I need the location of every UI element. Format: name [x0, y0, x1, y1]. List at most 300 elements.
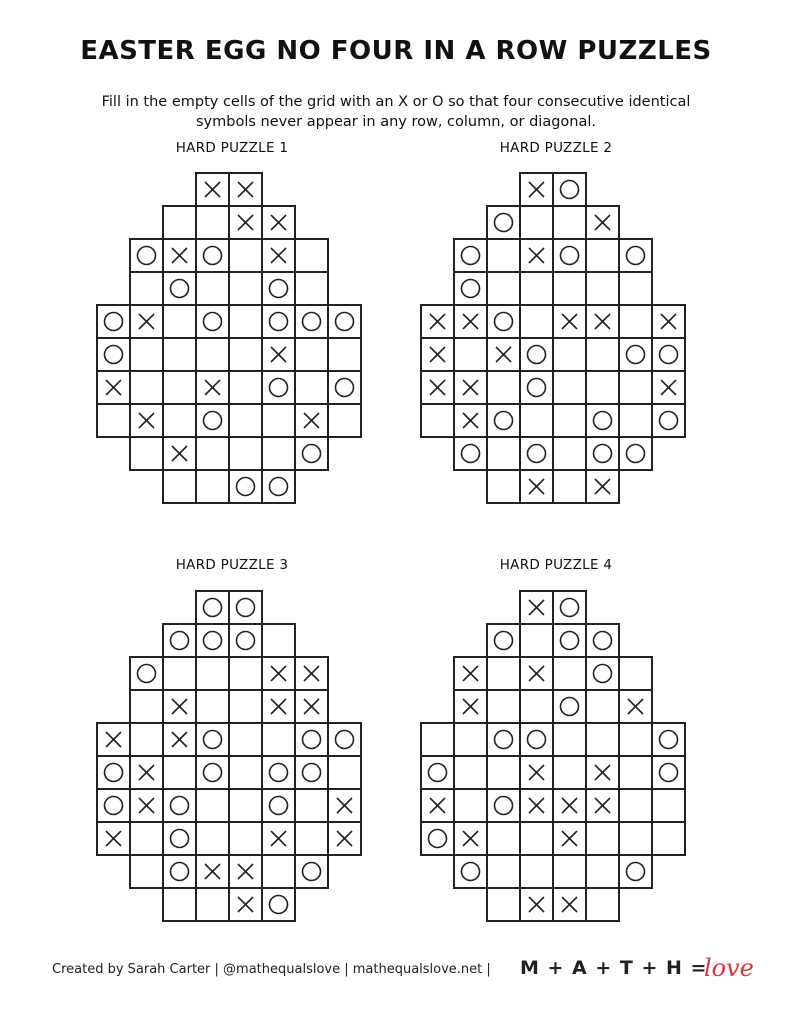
x-mark-icon — [228, 854, 263, 889]
puzzle-cell[interactable] — [486, 689, 521, 724]
puzzle-cell[interactable] — [618, 656, 653, 691]
puzzle-cell[interactable] — [585, 821, 620, 856]
puzzle-cell[interactable] — [228, 722, 263, 757]
puzzle-cell[interactable] — [327, 755, 362, 790]
puzzle-cell[interactable] — [228, 271, 263, 306]
puzzle-cell[interactable] — [519, 887, 554, 922]
puzzle-cell[interactable] — [162, 238, 197, 273]
puzzle-cell[interactable] — [618, 304, 653, 339]
puzzle-cell[interactable] — [228, 403, 263, 438]
puzzle-cell[interactable] — [486, 403, 521, 438]
puzzle-cell[interactable] — [585, 722, 620, 757]
o-mark-icon — [195, 304, 230, 339]
puzzle-cell[interactable] — [294, 755, 329, 790]
puzzle-cell[interactable] — [519, 304, 554, 339]
puzzle-cell[interactable] — [585, 271, 620, 306]
puzzle-cell[interactable] — [552, 205, 587, 240]
puzzle-cell[interactable] — [486, 469, 521, 504]
puzzle-cell[interactable] — [129, 436, 164, 471]
puzzle-cell[interactable] — [195, 337, 230, 372]
puzzle-cell[interactable] — [453, 403, 488, 438]
puzzle-cell[interactable] — [195, 821, 230, 856]
footer-brand-logo: M + A + T + H = — [520, 957, 708, 979]
puzzle-cell[interactable] — [552, 304, 587, 339]
page-title: EASTER EGG NO FOUR IN A ROW PUZZLES — [80, 36, 712, 66]
puzzle-cell[interactable] — [228, 887, 263, 922]
puzzle-cell[interactable] — [651, 722, 686, 757]
puzzle-cell[interactable] — [552, 337, 587, 372]
puzzle-cell[interactable] — [129, 304, 164, 339]
puzzle-cell[interactable] — [486, 623, 521, 658]
puzzle-cell[interactable] — [228, 788, 263, 823]
puzzle-cell[interactable] — [228, 370, 263, 405]
puzzle-cell[interactable] — [162, 370, 197, 405]
x-mark-icon — [519, 590, 554, 625]
puzzle-cell[interactable] — [162, 436, 197, 471]
puzzle-cell[interactable] — [552, 436, 587, 471]
puzzle-cell[interactable] — [261, 238, 296, 273]
x-mark-icon — [261, 238, 296, 273]
puzzle-cell[interactable] — [162, 403, 197, 438]
puzzle-cell[interactable] — [129, 656, 164, 691]
puzzle-cell[interactable] — [486, 788, 521, 823]
o-mark-icon — [486, 623, 521, 658]
o-mark-icon — [486, 403, 521, 438]
puzzle-cell[interactable] — [294, 403, 329, 438]
puzzle-cell[interactable] — [294, 656, 329, 691]
puzzle-cell[interactable] — [195, 403, 230, 438]
puzzle-cell[interactable] — [261, 755, 296, 790]
puzzle-cell[interactable] — [294, 722, 329, 757]
puzzle-cell[interactable] — [261, 623, 296, 658]
puzzle-cell[interactable] — [228, 172, 263, 207]
puzzle-cell[interactable] — [420, 337, 455, 372]
puzzle-cell[interactable] — [261, 436, 296, 471]
puzzle-cell[interactable] — [585, 623, 620, 658]
x-mark-icon — [420, 337, 455, 372]
puzzle-cell[interactable] — [519, 590, 554, 625]
puzzle-cell[interactable] — [519, 821, 554, 856]
puzzle-cell[interactable] — [618, 370, 653, 405]
puzzle-cell[interactable] — [420, 722, 455, 757]
puzzle-cell[interactable] — [486, 821, 521, 856]
puzzle-cell[interactable] — [552, 172, 587, 207]
puzzle-cell[interactable] — [261, 689, 296, 724]
puzzle-cell[interactable] — [552, 623, 587, 658]
o-mark-icon — [228, 469, 263, 504]
puzzle-cell[interactable] — [195, 469, 230, 504]
puzzle-cell[interactable] — [327, 788, 362, 823]
puzzle-cell[interactable] — [552, 238, 587, 273]
puzzle-cell[interactable] — [486, 755, 521, 790]
puzzle-cell[interactable] — [618, 755, 653, 790]
puzzle-cell[interactable] — [519, 172, 554, 207]
o-mark-icon — [519, 370, 554, 405]
puzzle-cell[interactable] — [162, 755, 197, 790]
o-mark-icon — [129, 238, 164, 273]
puzzle-cell[interactable] — [585, 689, 620, 724]
puzzle-cell[interactable] — [453, 304, 488, 339]
puzzle-cell[interactable] — [453, 656, 488, 691]
puzzle-cell[interactable] — [129, 689, 164, 724]
x-mark-icon — [129, 755, 164, 790]
puzzle-cell[interactable] — [453, 854, 488, 889]
puzzle-cell[interactable] — [261, 370, 296, 405]
puzzle-cell[interactable] — [585, 403, 620, 438]
puzzle-cell[interactable] — [294, 238, 329, 273]
puzzle-cell[interactable] — [261, 403, 296, 438]
puzzle-cell[interactable] — [294, 689, 329, 724]
puzzle-cell[interactable] — [261, 722, 296, 757]
puzzle-cell[interactable] — [261, 887, 296, 922]
o-mark-icon — [261, 469, 296, 504]
puzzle-cell[interactable] — [486, 337, 521, 372]
puzzle-cell[interactable] — [162, 469, 197, 504]
puzzle-cell[interactable] — [453, 755, 488, 790]
puzzle-cell[interactable] — [261, 854, 296, 889]
puzzle-cell[interactable] — [420, 821, 455, 856]
puzzle-cell[interactable] — [486, 271, 521, 306]
puzzle-cell[interactable] — [618, 722, 653, 757]
puzzle-cell[interactable] — [261, 271, 296, 306]
puzzle-cell[interactable] — [453, 370, 488, 405]
puzzle-cell[interactable] — [519, 623, 554, 658]
puzzle-cell[interactable] — [228, 623, 263, 658]
puzzle-cell[interactable] — [486, 722, 521, 757]
x-mark-icon — [552, 304, 587, 339]
x-mark-icon — [294, 656, 329, 691]
puzzle-cell[interactable] — [294, 370, 329, 405]
puzzle-cell[interactable] — [162, 337, 197, 372]
puzzle-cell[interactable] — [228, 689, 263, 724]
puzzle-cell[interactable] — [129, 370, 164, 405]
puzzle-cell[interactable] — [552, 271, 587, 306]
footer-credit: Created by Sarah Carter | @mathequalslove | mathequalslove.net | — [52, 962, 491, 977]
puzzle-cell[interactable] — [96, 821, 131, 856]
puzzle-cell[interactable] — [261, 656, 296, 691]
puzzle-cell[interactable] — [162, 205, 197, 240]
puzzle-cell[interactable] — [552, 854, 587, 889]
x-mark-icon — [651, 304, 686, 339]
puzzle-cell[interactable] — [195, 205, 230, 240]
puzzle-cell[interactable] — [162, 689, 197, 724]
puzzle-cell[interactable] — [519, 755, 554, 790]
puzzle-cell[interactable] — [486, 304, 521, 339]
puzzle-cell[interactable] — [294, 854, 329, 889]
puzzle-cell[interactable] — [195, 854, 230, 889]
o-mark-icon — [552, 689, 587, 724]
puzzle-cell[interactable] — [519, 205, 554, 240]
o-mark-icon — [294, 436, 329, 471]
puzzle-cell[interactable] — [195, 238, 230, 273]
puzzle-cell[interactable] — [129, 854, 164, 889]
puzzle-cell[interactable] — [162, 788, 197, 823]
puzzle-cell[interactable] — [519, 370, 554, 405]
puzzle-cell[interactable] — [129, 788, 164, 823]
puzzle-cell[interactable] — [261, 304, 296, 339]
puzzle-cell[interactable] — [585, 656, 620, 691]
puzzle-cell[interactable] — [585, 854, 620, 889]
puzzle-cell[interactable] — [552, 469, 587, 504]
puzzle-cell[interactable] — [294, 821, 329, 856]
x-mark-icon — [261, 656, 296, 691]
puzzle-cell[interactable] — [96, 788, 131, 823]
puzzle-cell[interactable] — [327, 722, 362, 757]
o-mark-icon — [162, 271, 197, 306]
o-mark-icon — [618, 436, 653, 471]
puzzle-cell[interactable] — [552, 755, 587, 790]
x-mark-icon — [519, 172, 554, 207]
puzzle-cell[interactable] — [195, 887, 230, 922]
puzzle-cell[interactable] — [228, 656, 263, 691]
puzzle-cell[interactable] — [129, 821, 164, 856]
puzzle-cell[interactable] — [96, 722, 131, 757]
puzzle-cell[interactable] — [453, 337, 488, 372]
puzzle-cell[interactable] — [129, 403, 164, 438]
puzzle-cell[interactable] — [261, 337, 296, 372]
puzzle-cell[interactable] — [420, 755, 455, 790]
puzzle-cell[interactable] — [129, 722, 164, 757]
puzzle-cell[interactable] — [618, 271, 653, 306]
puzzle-cell[interactable] — [195, 370, 230, 405]
puzzle-cell[interactable] — [585, 436, 620, 471]
puzzle-cell[interactable] — [420, 304, 455, 339]
puzzle-cell[interactable] — [651, 821, 686, 856]
puzzle-cell[interactable] — [195, 590, 230, 625]
puzzle-cell[interactable] — [585, 370, 620, 405]
o-mark-icon — [228, 623, 263, 658]
puzzle-cell[interactable] — [651, 337, 686, 372]
puzzle-cell[interactable] — [129, 238, 164, 273]
puzzle-cell[interactable] — [552, 590, 587, 625]
puzzle-cell[interactable] — [618, 337, 653, 372]
x-mark-icon — [585, 205, 620, 240]
puzzle-cell[interactable] — [651, 755, 686, 790]
puzzle-cell[interactable] — [585, 788, 620, 823]
puzzle-cell[interactable] — [195, 788, 230, 823]
x-mark-icon — [195, 854, 230, 889]
puzzle-cell[interactable] — [552, 821, 587, 856]
puzzle-cell[interactable] — [96, 370, 131, 405]
puzzle-cell[interactable] — [618, 238, 653, 273]
puzzle-cell[interactable] — [327, 337, 362, 372]
puzzle-cell[interactable] — [519, 854, 554, 889]
puzzle-cell[interactable] — [96, 403, 131, 438]
puzzle-cell[interactable] — [228, 337, 263, 372]
puzzle-cell[interactable] — [294, 788, 329, 823]
puzzle-cell[interactable] — [585, 887, 620, 922]
puzzle-cell[interactable] — [261, 821, 296, 856]
puzzle-cell[interactable] — [552, 722, 587, 757]
puzzle-cell[interactable] — [618, 821, 653, 856]
puzzle-cell[interactable] — [162, 271, 197, 306]
x-mark-icon — [129, 403, 164, 438]
puzzle-cell[interactable] — [618, 403, 653, 438]
o-mark-icon — [486, 205, 521, 240]
puzzle-cell[interactable] — [453, 238, 488, 273]
puzzle-cell[interactable] — [519, 337, 554, 372]
puzzle-cell[interactable] — [96, 337, 131, 372]
puzzle-cell[interactable] — [420, 788, 455, 823]
puzzle-cell[interactable] — [552, 887, 587, 922]
puzzle-cell[interactable] — [618, 436, 653, 471]
puzzle-cell[interactable] — [651, 403, 686, 438]
x-mark-icon — [519, 656, 554, 691]
o-mark-icon — [618, 238, 653, 273]
o-mark-icon — [651, 755, 686, 790]
puzzle-cell[interactable] — [552, 656, 587, 691]
puzzle-cell[interactable] — [453, 788, 488, 823]
puzzle-cell[interactable] — [162, 656, 197, 691]
o-mark-icon — [195, 755, 230, 790]
puzzle-cell[interactable] — [552, 403, 587, 438]
puzzle-cell[interactable] — [420, 403, 455, 438]
x-mark-icon — [162, 722, 197, 757]
puzzle-cell[interactable] — [585, 238, 620, 273]
puzzle-cell[interactable] — [327, 370, 362, 405]
o-mark-icon — [651, 337, 686, 372]
puzzle-cell[interactable] — [486, 436, 521, 471]
puzzle-cell[interactable] — [618, 788, 653, 823]
puzzle-cell[interactable] — [228, 590, 263, 625]
puzzle-cell[interactable] — [327, 304, 362, 339]
puzzle-cell[interactable] — [453, 436, 488, 471]
puzzle-cell[interactable] — [453, 271, 488, 306]
puzzle-cell[interactable] — [129, 337, 164, 372]
puzzle-cell[interactable] — [195, 722, 230, 757]
puzzle-cell[interactable] — [585, 755, 620, 790]
x-mark-icon — [327, 788, 362, 823]
puzzle-cell[interactable] — [552, 370, 587, 405]
puzzle-cell[interactable] — [261, 205, 296, 240]
puzzle-cell[interactable] — [96, 755, 131, 790]
puzzle-cell[interactable] — [195, 172, 230, 207]
puzzle-cell[interactable] — [420, 370, 455, 405]
o-mark-icon — [519, 722, 554, 757]
puzzle-title-4: HARD PUZZLE 4 — [499, 557, 613, 573]
puzzle-cell[interactable] — [486, 370, 521, 405]
puzzle-cell[interactable] — [552, 689, 587, 724]
puzzle-cell[interactable] — [261, 788, 296, 823]
puzzle-cell[interactable] — [519, 689, 554, 724]
puzzle-cell[interactable] — [519, 403, 554, 438]
puzzle-cell[interactable] — [195, 436, 230, 471]
puzzle-cell[interactable] — [519, 469, 554, 504]
x-mark-icon — [519, 469, 554, 504]
puzzle-cell[interactable] — [195, 656, 230, 691]
puzzle-cell[interactable] — [195, 304, 230, 339]
puzzle-cell[interactable] — [519, 238, 554, 273]
puzzle-cell[interactable] — [129, 271, 164, 306]
puzzle-cell[interactable] — [294, 337, 329, 372]
puzzle-cell[interactable] — [228, 205, 263, 240]
puzzle-cell[interactable] — [486, 656, 521, 691]
puzzle-cell[interactable] — [228, 304, 263, 339]
puzzle-cell[interactable] — [228, 821, 263, 856]
puzzle-cell[interactable] — [162, 854, 197, 889]
puzzle-cell[interactable] — [486, 238, 521, 273]
o-mark-icon — [651, 722, 686, 757]
puzzle-cell[interactable] — [585, 469, 620, 504]
puzzle-cell[interactable] — [651, 304, 686, 339]
puzzle-cell[interactable] — [327, 403, 362, 438]
puzzle-cell[interactable] — [486, 854, 521, 889]
puzzle-cell[interactable] — [162, 304, 197, 339]
puzzle-cell[interactable] — [162, 887, 197, 922]
o-mark-icon — [96, 304, 131, 339]
o-mark-icon — [294, 854, 329, 889]
puzzle-cell[interactable] — [651, 788, 686, 823]
x-mark-icon — [261, 205, 296, 240]
puzzle-cell[interactable] — [294, 271, 329, 306]
x-mark-icon — [327, 821, 362, 856]
puzzle-cell[interactable] — [162, 623, 197, 658]
o-mark-icon — [96, 788, 131, 823]
puzzle-cell[interactable] — [585, 304, 620, 339]
o-mark-icon — [195, 722, 230, 757]
puzzle-cell[interactable] — [585, 205, 620, 240]
x-mark-icon — [585, 755, 620, 790]
puzzle-cell[interactable] — [618, 689, 653, 724]
x-mark-icon — [96, 370, 131, 405]
puzzle-cell[interactable] — [486, 887, 521, 922]
puzzle-cell[interactable] — [294, 436, 329, 471]
puzzle-cell[interactable] — [228, 436, 263, 471]
puzzle-cell[interactable] — [519, 656, 554, 691]
puzzle-cell[interactable] — [651, 370, 686, 405]
puzzle-cell[interactable] — [195, 755, 230, 790]
puzzle-cell[interactable] — [519, 436, 554, 471]
puzzle-cell[interactable] — [162, 821, 197, 856]
puzzle-cell[interactable] — [552, 788, 587, 823]
x-mark-icon — [585, 469, 620, 504]
o-mark-icon — [552, 238, 587, 273]
puzzle-cell[interactable] — [195, 271, 230, 306]
instructions-text: Fill in the empty cells of the grid with an X or O so that four consecutive identical symbols never appear in any row, column, or diagonal. — [101, 94, 691, 130]
puzzle-cell[interactable] — [261, 469, 296, 504]
puzzle-cell[interactable] — [453, 821, 488, 856]
puzzle-cell[interactable] — [162, 722, 197, 757]
x-mark-icon — [453, 821, 488, 856]
puzzle-cell[interactable] — [228, 238, 263, 273]
puzzle-cell[interactable] — [519, 788, 554, 823]
o-mark-icon — [420, 755, 455, 790]
puzzle-cell[interactable] — [228, 854, 263, 889]
o-mark-icon — [261, 271, 296, 306]
o-mark-icon — [519, 337, 554, 372]
puzzle-cell[interactable] — [228, 755, 263, 790]
puzzle-cell[interactable] — [228, 469, 263, 504]
puzzle-cell[interactable] — [195, 623, 230, 658]
puzzle-cell[interactable] — [129, 755, 164, 790]
puzzle-cell[interactable] — [585, 337, 620, 372]
puzzle-cell[interactable] — [618, 854, 653, 889]
x-mark-icon — [162, 689, 197, 724]
o-mark-icon — [129, 656, 164, 691]
x-mark-icon — [453, 370, 488, 405]
puzzle-cell[interactable] — [519, 722, 554, 757]
puzzle-cell[interactable] — [294, 304, 329, 339]
puzzle-cell[interactable] — [486, 205, 521, 240]
o-mark-icon — [195, 403, 230, 438]
puzzle-cell[interactable] — [519, 271, 554, 306]
puzzle-cell[interactable] — [96, 304, 131, 339]
puzzle-cell[interactable] — [453, 722, 488, 757]
x-mark-icon — [129, 304, 164, 339]
puzzle-cell[interactable] — [453, 689, 488, 724]
puzzle-cell[interactable] — [195, 689, 230, 724]
puzzle-cell[interactable] — [327, 821, 362, 856]
